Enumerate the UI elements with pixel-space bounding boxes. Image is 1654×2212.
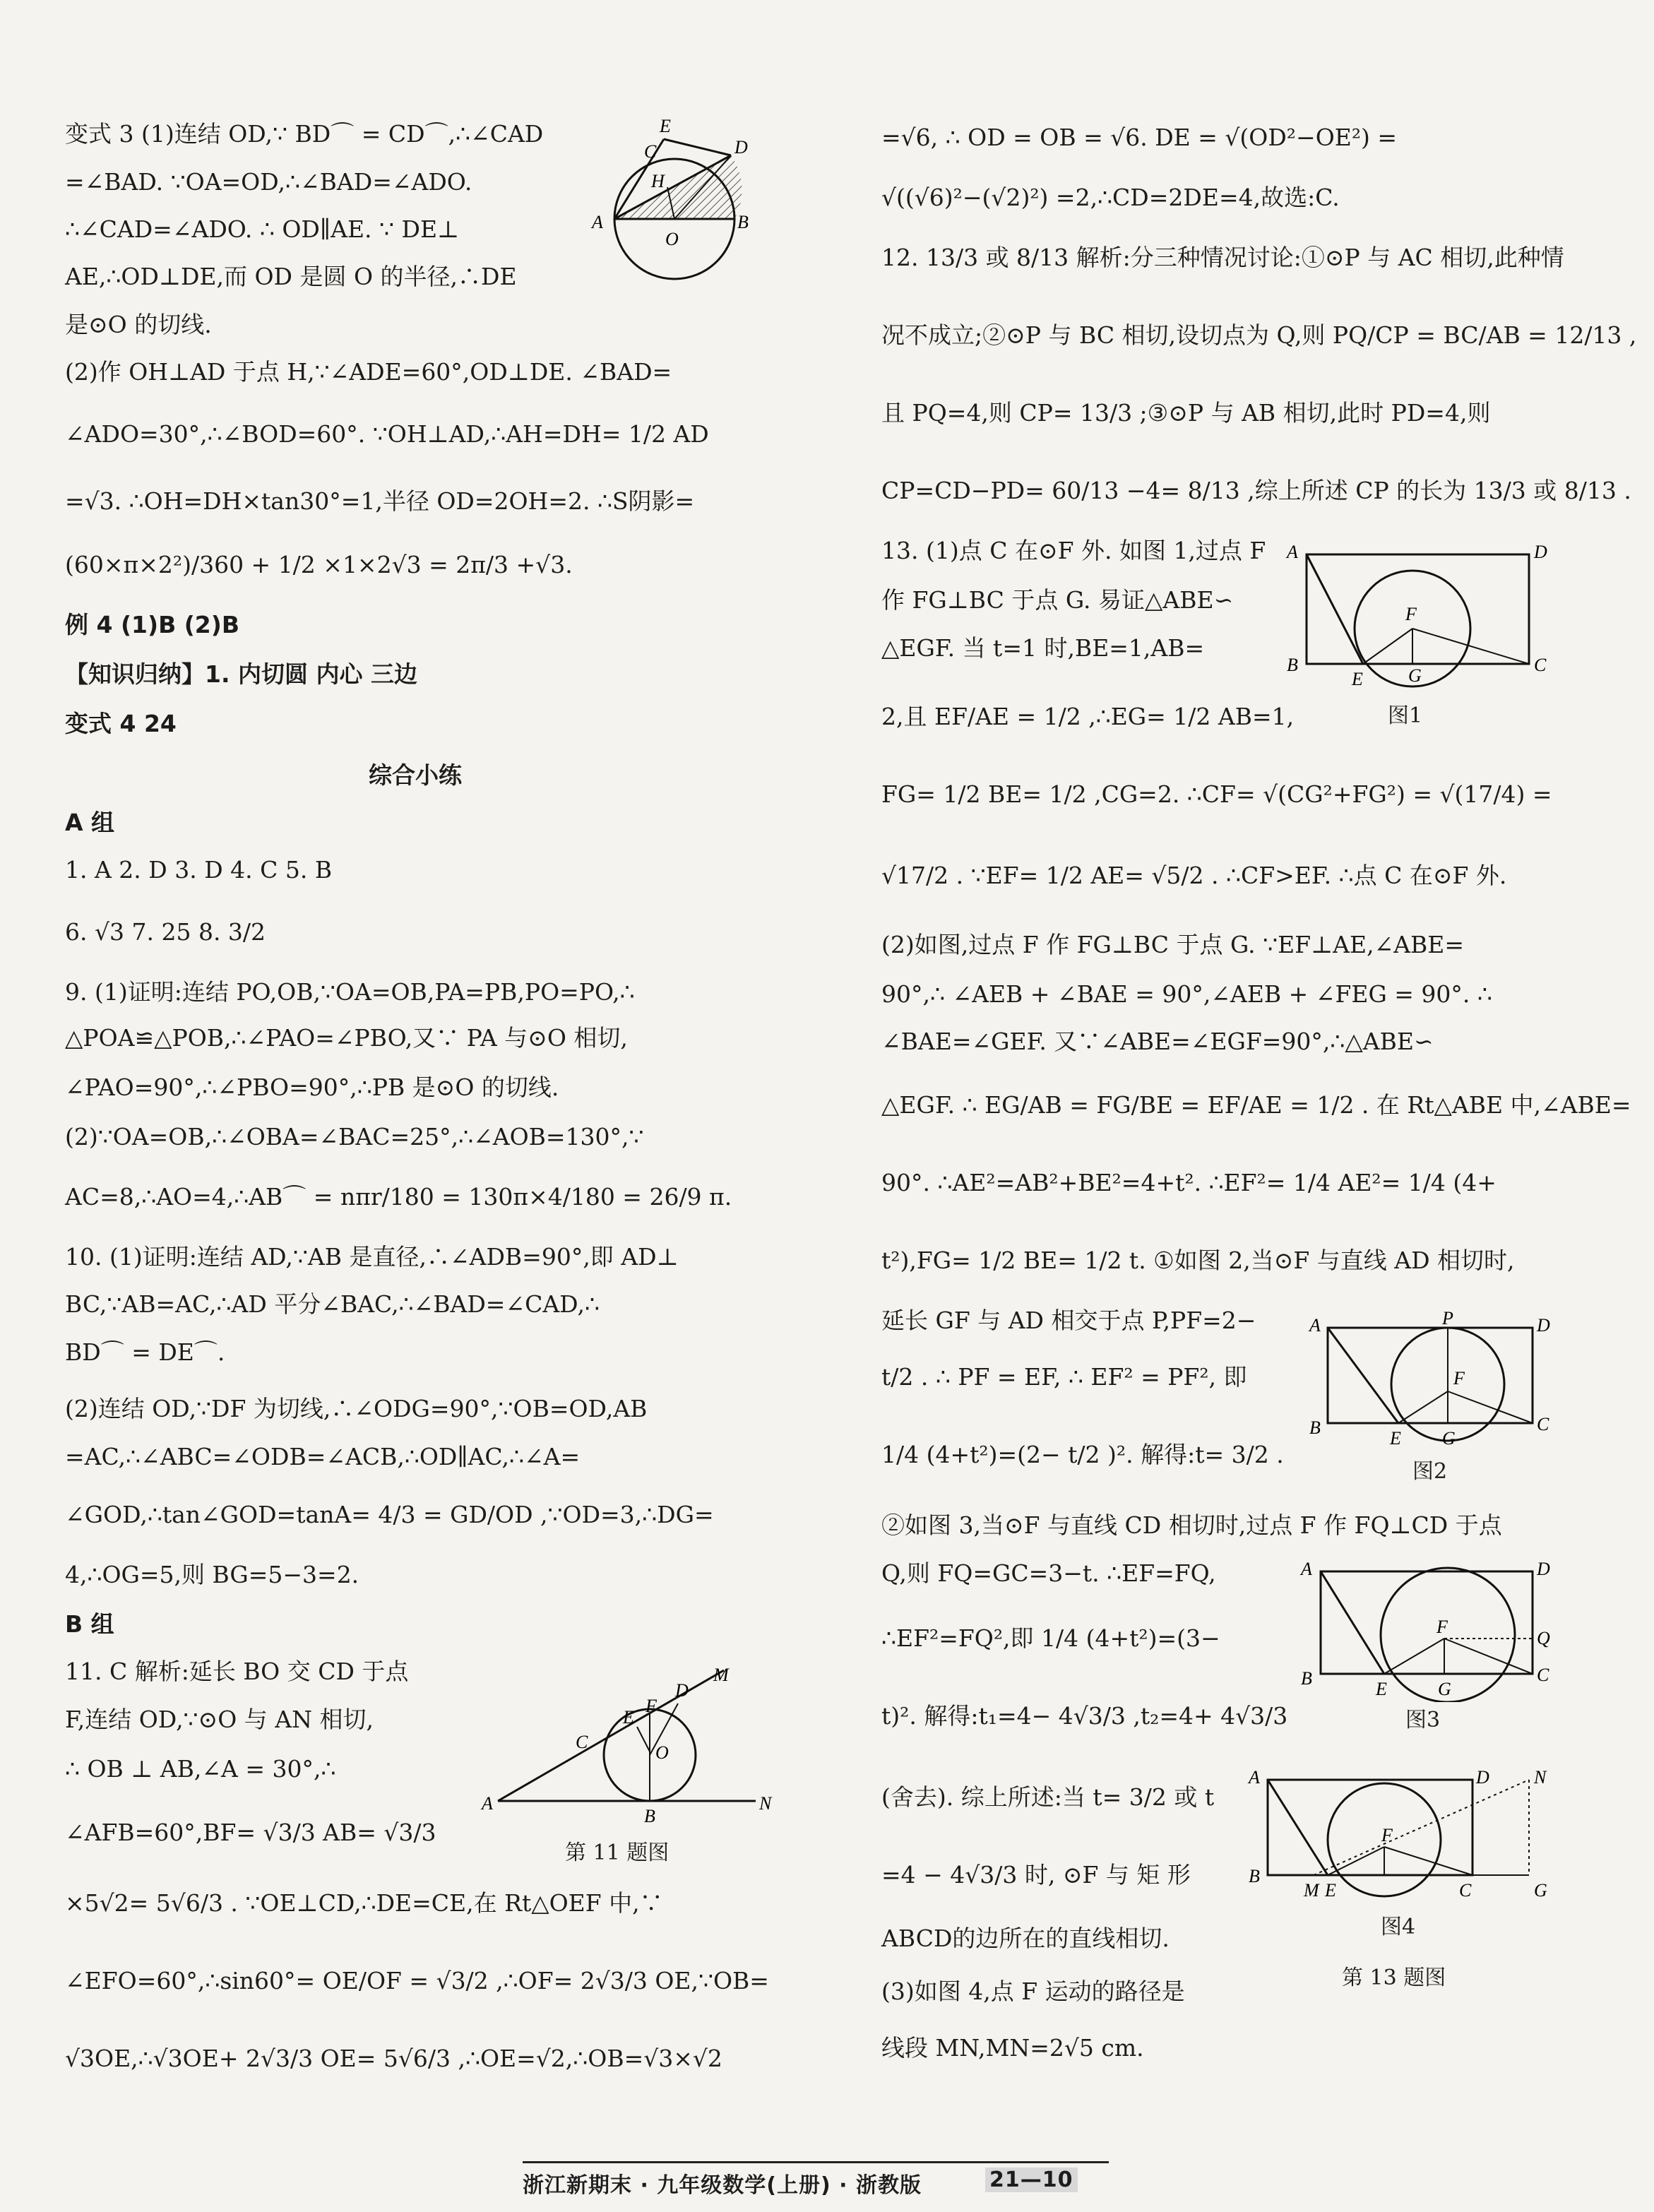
- label: B: [644, 1806, 655, 1826]
- line: BD⌒ = DE⌒.: [65, 1338, 225, 1366]
- line: 10. (1)证明:连结 AD,∵AB 是直径,∴∠ADB=90°,即 AD⊥: [65, 1243, 679, 1271]
- label: B: [1249, 1866, 1260, 1886]
- line: (60×π×2²)/360 + 1/2 ×1×2√3 = 2π/3 +√3.: [65, 551, 573, 578]
- label: E: [1352, 669, 1363, 689]
- line: ∠GOD,∴tan∠GOD=tanA= 4/3 = GD/OD ,∵OD=3,∴DG=: [65, 1501, 714, 1528]
- label: F: [1453, 1368, 1465, 1389]
- label: Q: [1537, 1628, 1550, 1648]
- figure-13-3: [1292, 1554, 1561, 1702]
- line: (2)如图,过点 F 作 FG⊥BC 于点 G. ∵EF⊥AE,∠ABE=: [881, 931, 1465, 958]
- caption: 图2: [1412, 1459, 1448, 1484]
- line: 延长 GF 与 AD 相交于点 P,PF=2−: [881, 1307, 1256, 1334]
- line: ×5√2= 5√6/3 . ∵OE⊥CD,∴DE=CE,在 Rt△OEF 中,∵: [65, 1889, 663, 1917]
- label: H: [651, 171, 665, 191]
- line: A 组: [65, 809, 115, 836]
- label: A: [1287, 542, 1298, 562]
- label: A: [1309, 1315, 1321, 1336]
- line: (2)∵OA=OB,∴∠OBA=∠BAC=25°,∴∠AOB=130°,∵: [65, 1123, 644, 1150]
- line: BC,∵AB=AC,∴AD 平分∠BAC,∴∠BAD=∠CAD,∴: [65, 1290, 600, 1318]
- line: 变式 3 (1)连结 OD,∵ BD⌒ = CD⌒,∴∠CAD: [65, 120, 544, 148]
- line: 是⊙O 的切线.: [65, 311, 212, 338]
- label: A: [482, 1793, 493, 1814]
- line: 6. √3 7. 25 8. 3/2: [65, 918, 266, 946]
- line: 1. A 2. D 3. D 4. C 5. B: [65, 856, 333, 884]
- figure-13-2: [1307, 1310, 1561, 1451]
- label: B: [1301, 1668, 1312, 1689]
- label: G: [1438, 1679, 1451, 1699]
- line: ∴∠CAD=∠ADO. ∴ OD∥AE. ∵ DE⊥: [65, 215, 460, 243]
- line: √17/2 . ∵EF= 1/2 AE= √5/2 . ∴CF>EF. ∴点 C 在⊙F 外.: [881, 862, 1507, 889]
- line: =4 − 4√3/3 时, ⊙F 与 矩 形: [881, 1861, 1191, 1889]
- line: t/2 . ∴ PF = EF, ∴ EF² = PF², 即: [881, 1363, 1247, 1391]
- line: Q,则 FQ=GC=3−t. ∴EF=FQ,: [881, 1559, 1216, 1587]
- label: E: [1376, 1679, 1387, 1699]
- line: 11. C 解析:延长 BO 交 CD 于点: [65, 1658, 409, 1685]
- line: =√3. ∴OH=DH×tan30°=1,半径 OD=2OH=2. ∴S阴影=: [65, 487, 695, 515]
- line: CP=CD−PD= 60/13 −4= 8/13 ,综上所述 CP 的长为 13/3 或 8/13 .: [881, 477, 1631, 504]
- line: √((√6)²−(√2)²) =2,∴CD=2DE=4,故选:C.: [881, 184, 1340, 211]
- label: P: [1442, 1310, 1453, 1328]
- label: G: [1534, 1880, 1547, 1901]
- line: 况不成立;②⊙P 与 BC 相切,设切点为 Q,则 PQ/CP = BC/AB = 12/13 ,: [881, 321, 1637, 349]
- line: =∠BAD. ∵OA=OD,∴∠BAD=∠ADO.: [65, 168, 472, 196]
- line: ②如图 3,当⊙F 与直线 CD 相切时,过点 F 作 FQ⊥CD 于点: [881, 1511, 1502, 1539]
- label: C: [1459, 1880, 1472, 1901]
- label: O: [655, 1742, 669, 1763]
- label: C: [1537, 1665, 1549, 1685]
- line: =√6, ∴ OD = OB = √6. DE = √(OD²−OE²) =: [881, 124, 1398, 151]
- label: B: [1287, 655, 1298, 675]
- line: 线段 MN,MN=2√5 cm.: [881, 2034, 1144, 2062]
- line: t²),FG= 1/2 BE= 1/2 t. ①如图 2,当⊙F 与直线 AD 相切时,: [881, 1247, 1515, 1274]
- label: B: [1309, 1417, 1321, 1438]
- label: F: [1405, 604, 1417, 624]
- line: B 组: [65, 1610, 114, 1638]
- line: 例 4 (1)B (2)B: [65, 611, 239, 638]
- label: D: [1534, 542, 1547, 562]
- line: 90°,∴ ∠AEB + ∠BAE = 90°,∠AEB + ∠FEG = 90°. ∴: [881, 980, 1492, 1008]
- line: 变式 4 24: [65, 710, 177, 737]
- line: F,连结 OD,∵⊙O 与 AN 相切,: [65, 1706, 374, 1733]
- line: ∠ADO=30°,∴∠BOD=60°. ∵OH⊥AD,∴AH=DH= 1/2 AD: [65, 420, 709, 448]
- line: ∠AFB=60°,BF= √3/3 AB= √3/3: [65, 1819, 436, 1846]
- line: ∠PAO=90°,∴∠PBO=90°,∴PB 是⊙O 的切线.: [65, 1074, 559, 1101]
- line: △EGF. ∴ EG/AB = FG/BE = EF/AE = 1/2 . 在 Rt△ABE 中,∠ABE=: [881, 1091, 1631, 1119]
- label: D: [1476, 1767, 1489, 1788]
- label: N: [1534, 1767, 1547, 1788]
- section-heading: 综合小练: [369, 761, 462, 789]
- line: 13. (1)点 C 在⊙F 外. 如图 1,过点 F: [881, 537, 1266, 564]
- line: 90°. ∴AE²=AB²+BE²=4+t². ∴EF²= 1/4 AE²= 1/4 (4+: [881, 1169, 1497, 1196]
- line: AE,∴OD⊥DE,而 OD 是圆 O 的半径,∴DE: [65, 263, 517, 290]
- label: E: [1390, 1428, 1401, 1449]
- label: C: [576, 1732, 588, 1752]
- label: F: [645, 1696, 657, 1716]
- line: (2)连结 OD,∵DF 为切线,∴∠ODG=90°,∵OB=OD,AB: [65, 1395, 648, 1422]
- line: 且 PQ=4,则 CP= 13/3 ;③⊙P 与 AB 相切,此时 PD=4,则: [881, 399, 1491, 427]
- caption: 第 11 题图: [565, 1841, 670, 1865]
- label: O: [665, 229, 679, 249]
- line: t)². 解得:t₁=4− 4√3/3 ,t₂=4+ 4√3/3: [881, 1702, 1288, 1730]
- label: E: [623, 1707, 634, 1728]
- line: 作 FG⊥BC 于点 G. 易证△ABE∽: [881, 586, 1234, 614]
- label: A: [592, 212, 603, 232]
- figure-13-1: [1278, 537, 1561, 699]
- line: FG= 1/2 BE= 1/2 ,CG=2. ∴CF= √(CG²+FG²) = √(17/4) =: [881, 780, 1552, 808]
- line: 1/4 (4+t²)=(2− t/2 )². 解得:t= 3/2 .: [881, 1441, 1284, 1468]
- line: 【知识归纳】1. 内切圆 内心 三边: [65, 660, 417, 688]
- caption: 图1: [1388, 703, 1423, 728]
- line: 12. 13/3 或 8/13 解析:分三种情况讨论:①⊙P 与 AC 相切,此种情: [881, 244, 1564, 271]
- label: E: [660, 116, 671, 136]
- line: ∴EF²=FQ²,即 1/4 (4+t²)=(3−: [881, 1624, 1220, 1652]
- line: 2,且 EF/AE = 1/2 ,∴EG= 1/2 AB=1,: [881, 703, 1295, 730]
- figure-13-4: [1243, 1762, 1561, 1907]
- figure-circle-shaded: [586, 109, 784, 286]
- line: △EGF. 当 t=1 时,BE=1,AB=: [881, 634, 1205, 662]
- label: M: [713, 1665, 729, 1685]
- label: C: [1537, 1414, 1549, 1434]
- label: C: [644, 141, 657, 162]
- label: M: [1304, 1880, 1319, 1901]
- line: (3)如图 4,点 F 运动的路径是: [881, 1978, 1185, 2005]
- line: √3OE,∴√3OE+ 2√3/3 OE= 5√6/3 ,∴OE=√2,∴OB=√3×√2: [65, 2045, 722, 2072]
- line: ∠BAE=∠GEF. 又∵∠ABE=∠EGF=90°,∴△ABE∽: [881, 1028, 1434, 1055]
- figure-11: [473, 1653, 777, 1829]
- label: A: [1301, 1559, 1312, 1579]
- line: AC=8,∴AO=4,∴AB⌒ = nπr/180 = 130π×4/180 = 26/9 π.: [65, 1183, 732, 1211]
- label: C: [1534, 655, 1547, 675]
- caption: 图4: [1381, 1915, 1416, 1939]
- label: A: [1249, 1767, 1260, 1788]
- line: 9. (1)证明:连结 PO,OB,∵OA=OB,PA=PB,PO=PO,∴: [65, 978, 635, 1006]
- label: D: [734, 137, 748, 157]
- line: ABCD的边所在的直线相切.: [881, 1925, 1170, 1952]
- label: D: [1537, 1315, 1550, 1336]
- line: (2)作 OH⊥AD 于点 H,∵∠ADE=60°,OD⊥DE. ∠BAD=: [65, 358, 672, 386]
- footer-title: 浙江新期末 · 九年级数学(上册) · 浙教版: [523, 2173, 922, 2198]
- label: N: [759, 1793, 772, 1814]
- label: F: [1381, 1825, 1393, 1845]
- label: G: [1408, 665, 1422, 686]
- label: B: [737, 212, 749, 232]
- line: (舍去). 综上所述:当 t= 3/2 或 t: [881, 1783, 1215, 1811]
- line: ∴ OB ⊥ AB,∠A = 30°,∴: [65, 1755, 336, 1783]
- caption: 图3: [1405, 1708, 1441, 1732]
- label: D: [675, 1680, 689, 1701]
- label: D: [1537, 1559, 1550, 1579]
- line: △POA≌△POB,∴∠PAO=∠PBO,又∵ PA 与⊙O 相切,: [65, 1024, 628, 1052]
- line: ∠EFO=60°,∴sin60°= OE/OF = √3/2 ,∴OF= 2√3/3 OE,∵OB=: [65, 1967, 769, 1994]
- label: G: [1442, 1428, 1456, 1449]
- caption: 第 13 题图: [1342, 1966, 1446, 1990]
- label: F: [1436, 1617, 1448, 1637]
- page-number: 21—10: [985, 2168, 1078, 2192]
- line: =AC,∴∠ABC=∠ODB=∠ACB,∴OD∥AC,∴∠A=: [65, 1443, 581, 1470]
- line: 4,∴OG=5,则 BG=5−3=2.: [65, 1561, 359, 1588]
- page-footer: [523, 2161, 1109, 2200]
- label: E: [1325, 1880, 1336, 1901]
